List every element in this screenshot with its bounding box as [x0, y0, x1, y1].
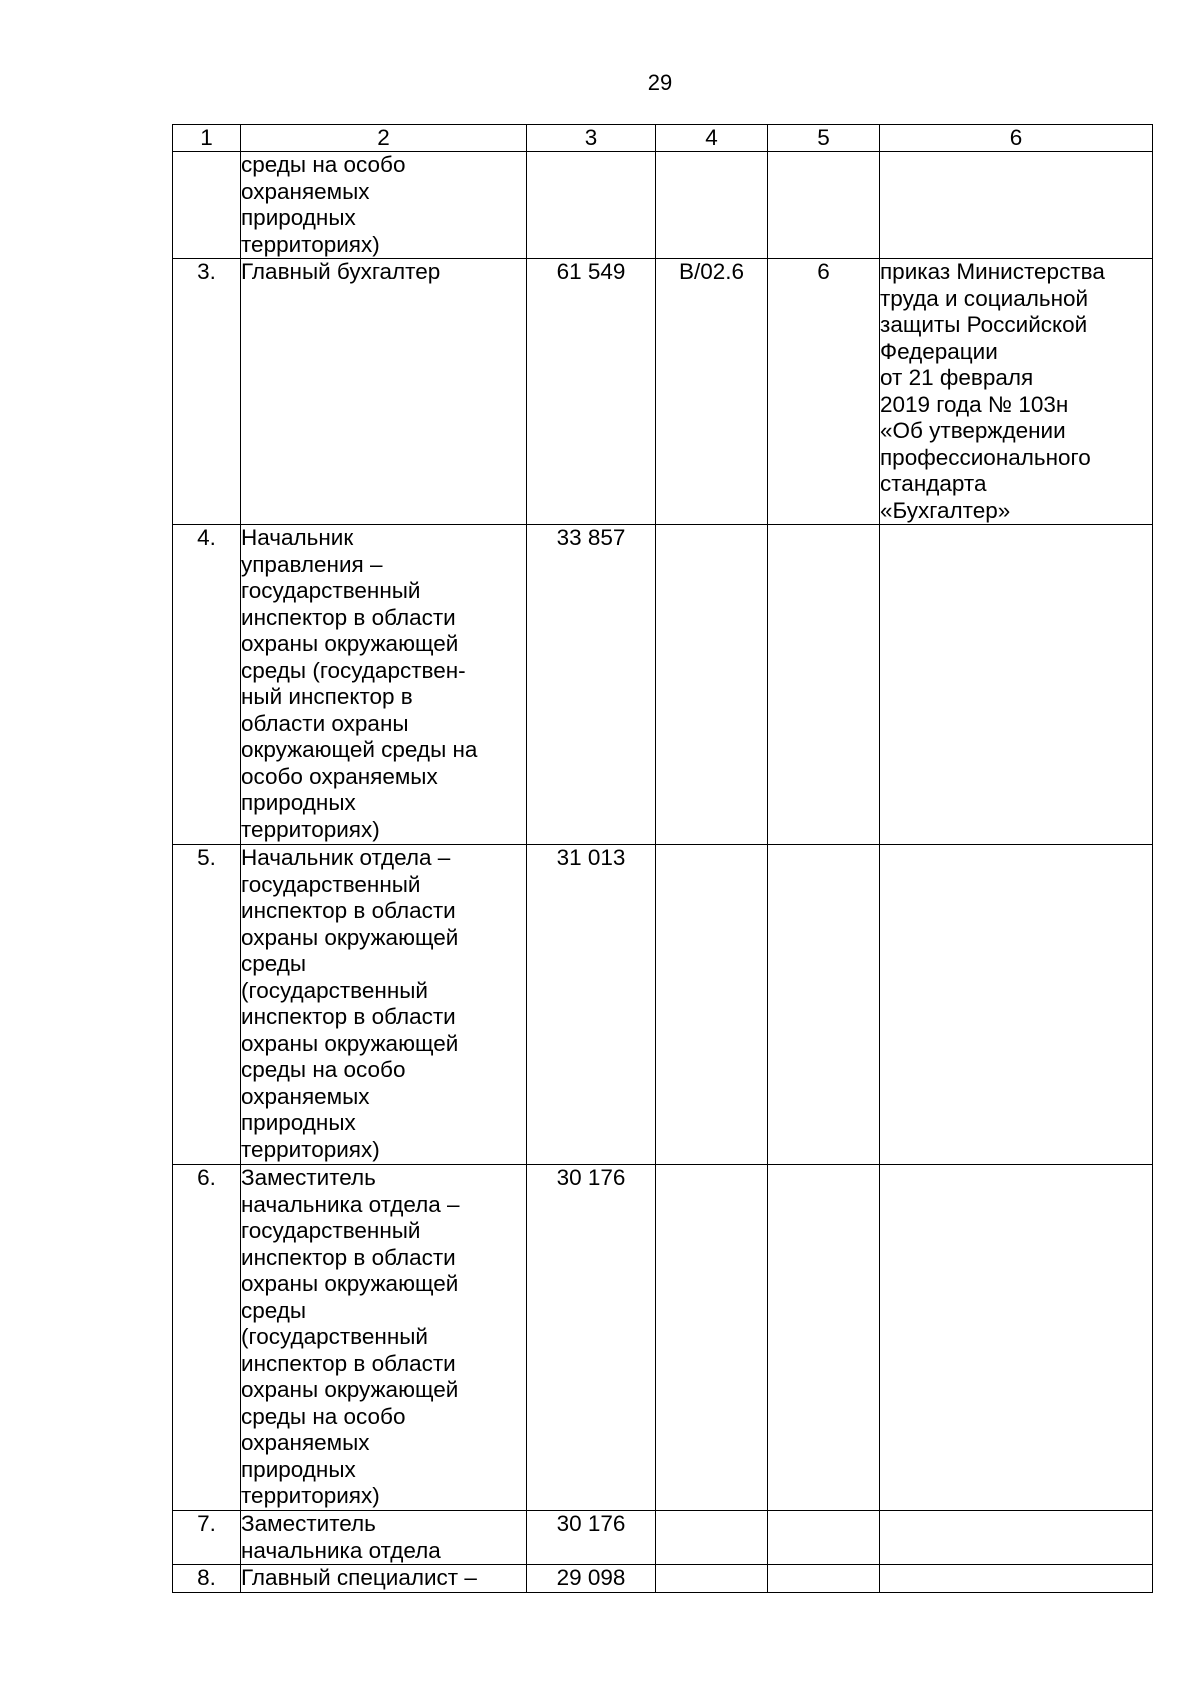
qualification-level-cell — [768, 845, 880, 1165]
cell-text-line: Главный специалист – — [241, 1565, 477, 1590]
legal-basis-cell — [880, 1565, 1153, 1593]
cell-text-line: государственный — [241, 1218, 421, 1243]
cell-text-line: «Бухгалтер» — [880, 497, 1011, 523]
cell-text-line: среды — [241, 1297, 307, 1323]
row-number-cell — [173, 1165, 241, 1511]
position-name-cell — [241, 1165, 527, 1511]
function-code-cell — [656, 1565, 768, 1593]
salary-cell — [527, 259, 656, 525]
cell-text-line: труда и социальной — [880, 285, 1089, 311]
position-name-cell — [241, 1565, 527, 1593]
cell-text-line: 2019 года № 103н — [880, 391, 1069, 417]
row-number-cell — [173, 525, 241, 845]
cell-text-line: природных — [241, 1456, 356, 1482]
cell-text: 6 — [817, 259, 830, 284]
cell-text-line: территориях) — [241, 231, 380, 257]
salary-cell — [527, 1511, 656, 1565]
position-name-cell — [241, 152, 527, 259]
cell-text-line: природных — [241, 1110, 356, 1135]
page-number: 29 — [647, 70, 673, 95]
table-row — [173, 1511, 1153, 1565]
legal-basis-cell — [880, 1511, 1153, 1565]
cell-text-line: Главный бухгалтер — [241, 259, 441, 284]
cell-text: 8. — [197, 1565, 216, 1590]
row-number-cell — [173, 845, 241, 1165]
cell-text-line: охраны окружающей — [241, 1271, 459, 1296]
cell-text-line: инспектор в области — [241, 604, 456, 630]
function-code-cell — [656, 1511, 768, 1565]
cell-text-line: инспектор в области — [241, 1004, 456, 1029]
cell-text-line: (государственный — [241, 1324, 428, 1349]
cell-text-line: Заместитель — [241, 1165, 376, 1190]
cell-text-line: охраны окружающей — [241, 631, 459, 656]
cell-text-line: Заместитель — [241, 1511, 376, 1536]
cell-text-line: среды (государствен- — [241, 657, 466, 683]
table-row — [173, 845, 1153, 1165]
cell-text: 3. — [197, 259, 216, 284]
cell-text-line: охраняемых — [241, 1430, 370, 1455]
cell-text: 33 857 — [556, 525, 626, 550]
table-row — [173, 1165, 1153, 1511]
cell-text: 4. — [197, 525, 216, 550]
position-name-cell — [241, 845, 527, 1165]
cell-text-line: защиты Российской — [880, 312, 1088, 337]
cell-text-line: охраняемых — [241, 178, 370, 204]
table-header-row — [173, 125, 1153, 152]
table-row — [173, 152, 1153, 259]
legal-basis-cell — [880, 525, 1153, 845]
cell-text-line: инспектор в области — [241, 898, 456, 923]
cell-text-line: охраны окружающей — [241, 924, 459, 950]
salary-cell — [527, 525, 656, 845]
cell-text: 31 013 — [556, 845, 626, 870]
cell-text-line: охраны окружающей — [241, 1377, 459, 1402]
column-header: 1 — [173, 125, 241, 152]
cell-text: 29 098 — [556, 1565, 626, 1590]
cell-text-line: области охраны — [241, 710, 409, 736]
salary-cell — [527, 1565, 656, 1593]
column-header: 2 — [241, 125, 527, 152]
row-number-cell — [173, 1511, 241, 1565]
cell-text-line: инспектор в области — [241, 1244, 456, 1270]
position-name-cell — [241, 259, 527, 525]
legal-basis-cell — [880, 259, 1153, 525]
staff-table — [172, 124, 1153, 1593]
cell-text-line: «Об утверждении — [880, 418, 1066, 443]
row-number-cell — [173, 259, 241, 525]
row-number-cell — [173, 152, 241, 259]
table-row — [173, 525, 1153, 845]
cell-text-line: окружающей среды на — [241, 737, 478, 762]
cell-text-line: охраны окружающей — [241, 1030, 459, 1056]
function-code-cell — [656, 259, 768, 525]
cell-text-line: инспектор в области — [241, 1350, 456, 1376]
cell-text-line: (государственный — [241, 977, 428, 1003]
cell-text-line: Федерации — [880, 338, 998, 364]
cell-text-line: от 21 февраля — [880, 365, 1034, 390]
cell-text-line: особо охраняемых — [241, 763, 438, 789]
cell-text-line: природных — [241, 790, 356, 815]
table-row — [173, 1565, 1153, 1593]
legal-basis-cell — [880, 1165, 1153, 1511]
column-header: 5 — [768, 125, 880, 152]
cell-text-line: управления – — [241, 551, 383, 577]
cell-text-line: государственный — [241, 578, 421, 603]
column-header: 4 — [656, 125, 768, 152]
cell-text: 7. — [197, 1511, 216, 1536]
table-row — [173, 259, 1153, 525]
cell-text-line: среды на особо — [241, 1403, 406, 1429]
cell-text: 61 549 — [556, 259, 626, 284]
function-code-cell — [656, 152, 768, 259]
cell-text-line: профессионального — [880, 444, 1091, 470]
cell-text-line: территориях) — [241, 1136, 380, 1162]
cell-text-line: начальника отдела — [241, 1537, 441, 1563]
qualification-level-cell — [768, 259, 880, 525]
cell-text-line: Начальник — [241, 525, 354, 550]
cell-text-line: приказ Министерства — [880, 259, 1105, 284]
cell-text-line: территориях) — [241, 1483, 380, 1508]
cell-text: B/02.6 — [678, 259, 745, 284]
cell-text-line: Начальник отдела – — [241, 845, 451, 870]
qualification-level-cell — [768, 1511, 880, 1565]
salary-cell — [527, 1165, 656, 1511]
cell-text-line: ный инспектор в — [241, 684, 413, 709]
position-name-cell — [241, 525, 527, 845]
cell-text-line: государственный — [241, 871, 421, 897]
row-number-cell — [173, 1565, 241, 1593]
cell-text-line: среды — [241, 951, 307, 976]
cell-text-line: охраняемых — [241, 1083, 370, 1109]
cell-text-line: начальника отдела – — [241, 1191, 460, 1217]
qualification-level-cell — [768, 525, 880, 845]
salary-cell — [527, 845, 656, 1165]
legal-basis-cell — [880, 152, 1153, 259]
position-name-cell — [241, 1511, 527, 1565]
function-code-cell — [656, 845, 768, 1165]
cell-text-line: стандарта — [880, 471, 987, 496]
cell-text-line: среды на особо — [241, 1057, 406, 1082]
column-header: 3 — [527, 125, 656, 152]
cell-text: 5. — [197, 845, 216, 870]
cell-text-line: природных — [241, 205, 356, 230]
qualification-level-cell — [768, 1565, 880, 1593]
cell-text: 6. — [197, 1165, 216, 1190]
cell-text-line: среды на особо — [241, 152, 406, 177]
cell-text: 30 176 — [556, 1165, 626, 1190]
column-header: 6 — [880, 125, 1153, 152]
qualification-level-cell — [768, 1165, 880, 1511]
cell-text-line: территориях) — [241, 816, 380, 842]
qualification-level-cell — [768, 152, 880, 259]
function-code-cell — [656, 525, 768, 845]
legal-basis-cell — [880, 845, 1153, 1165]
cell-text: 30 176 — [556, 1511, 626, 1536]
salary-cell — [527, 152, 656, 259]
function-code-cell — [656, 1165, 768, 1511]
